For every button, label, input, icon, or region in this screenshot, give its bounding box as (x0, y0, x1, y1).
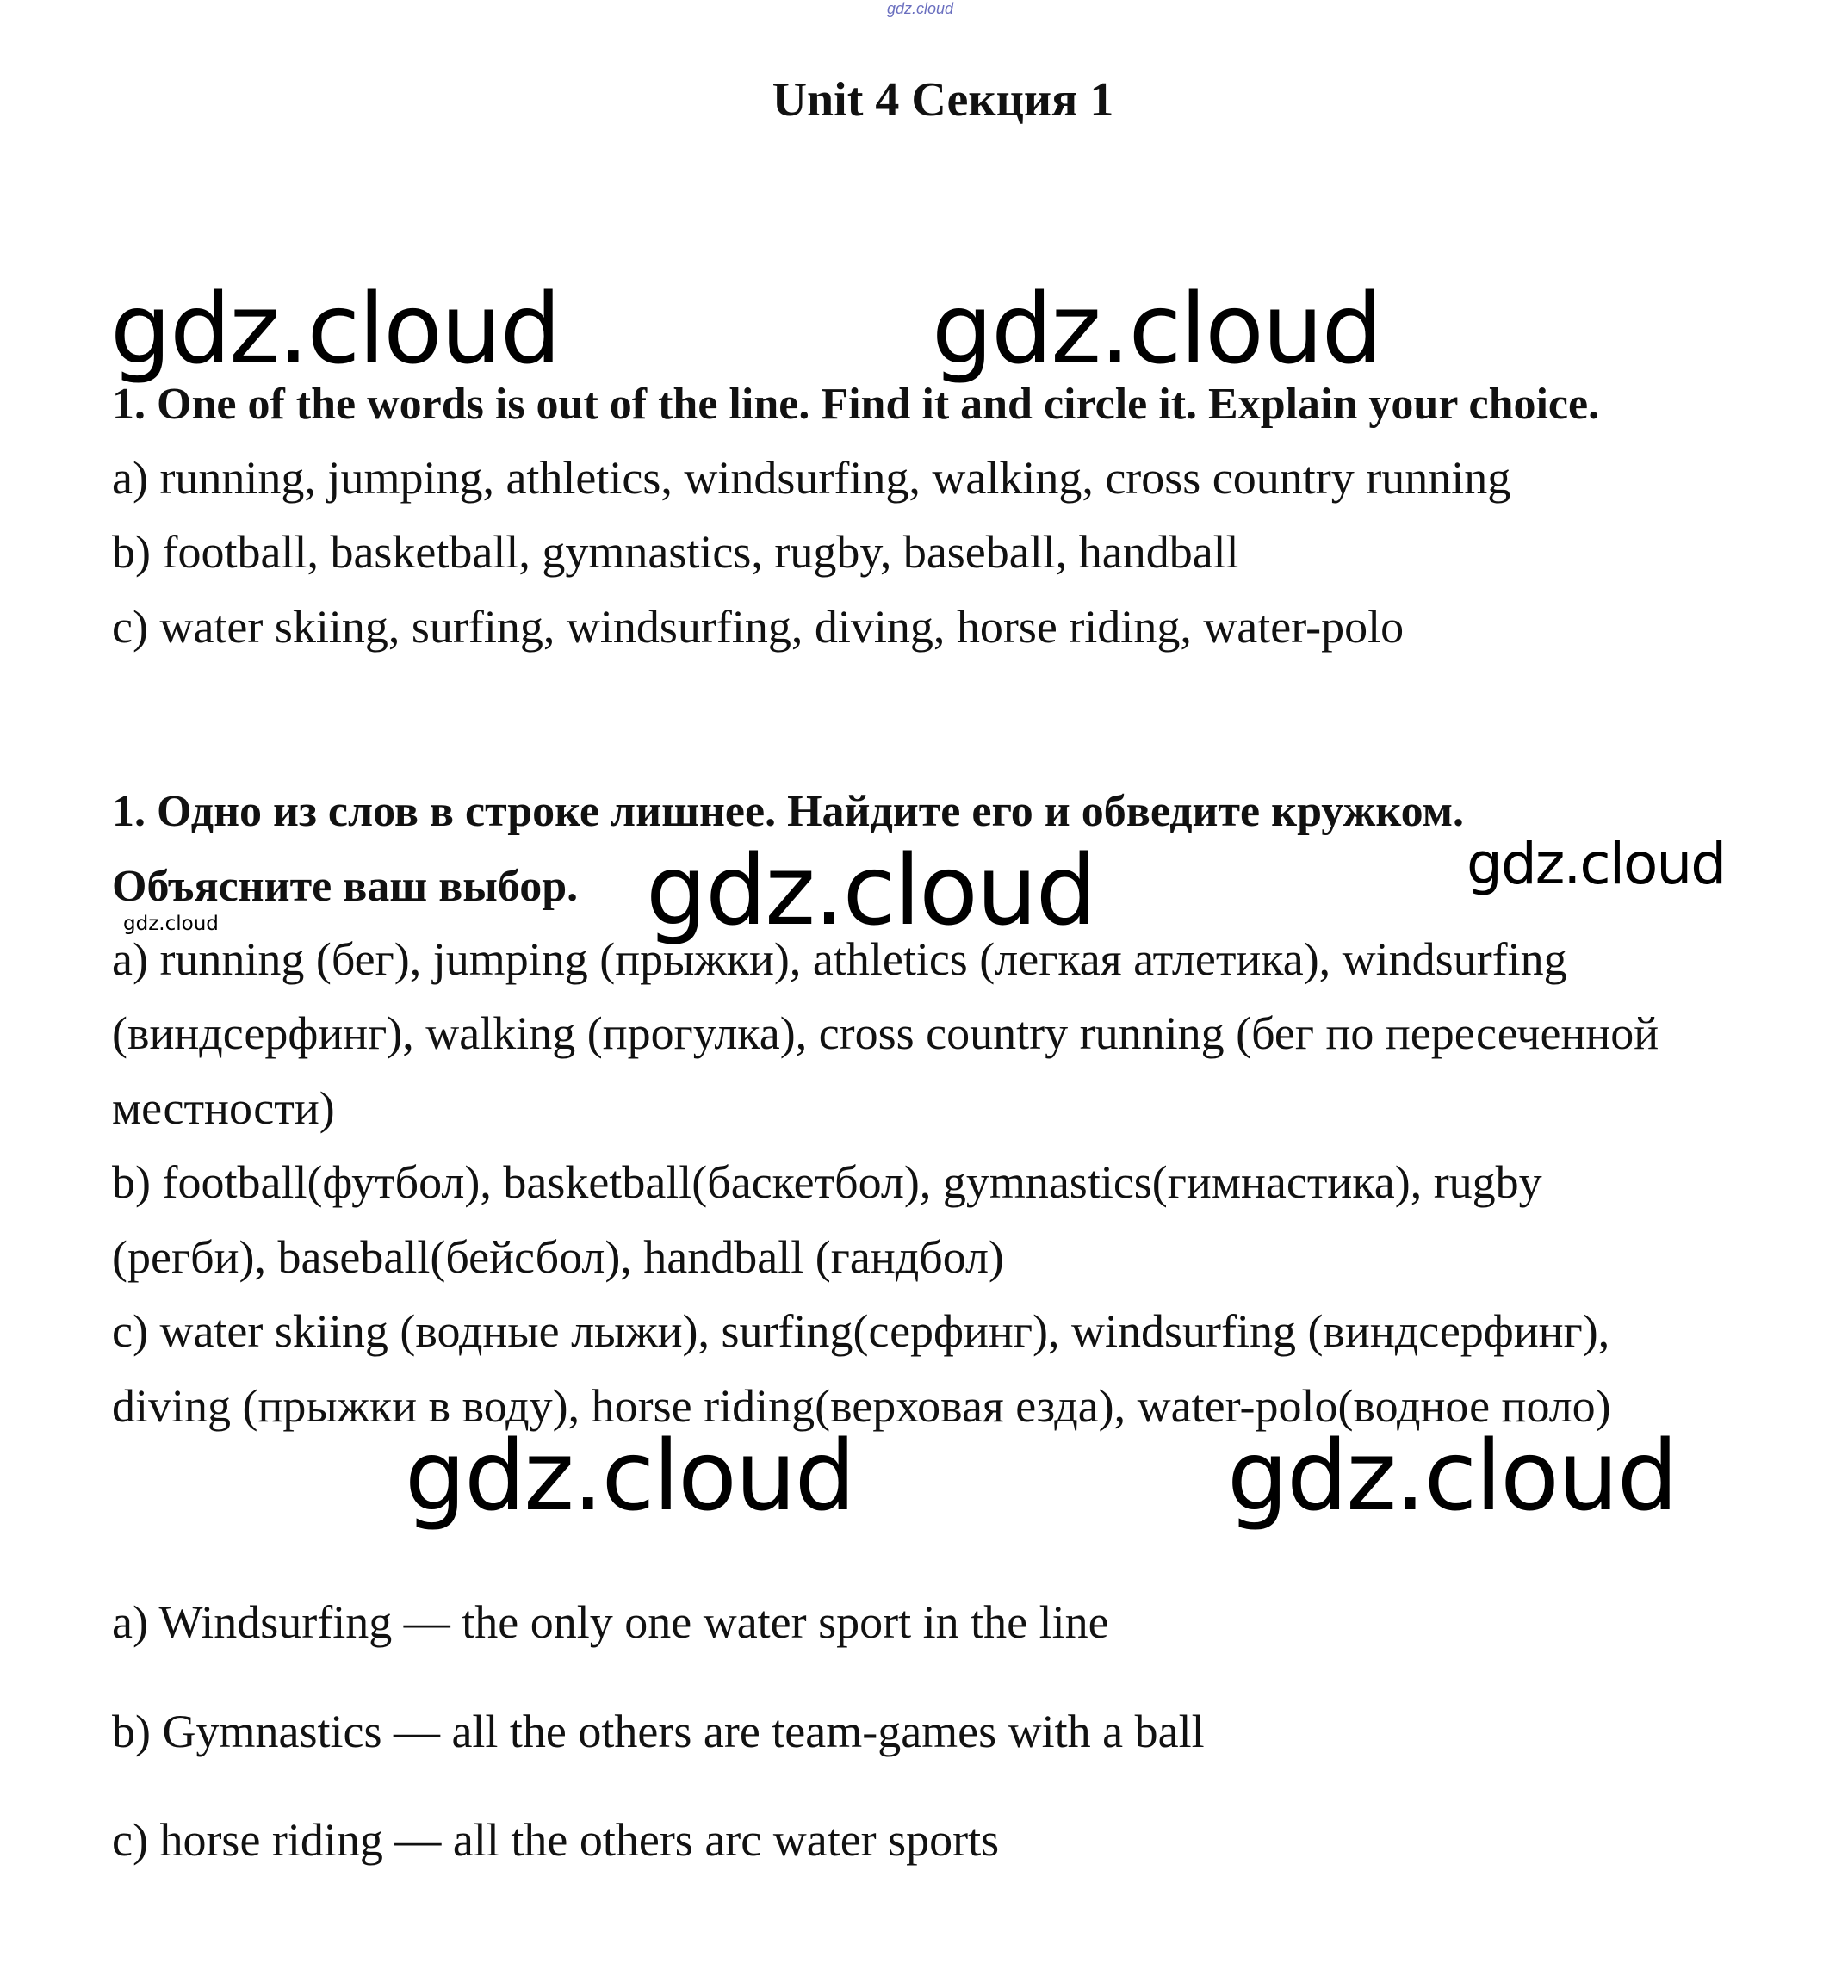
russian-line: b) football(футбол), basketball(баскетбол), gymnastics(гимнастика), rugby (112, 1156, 1542, 1208)
answer-b: b) Gymnastics — all the others are team-games with a ball (112, 1706, 1205, 1757)
watermark: gdz.cloud (405, 1421, 854, 1533)
english-item-a: a) running, jumping, athletics, windsurfing, walking, cross country running (112, 452, 1511, 504)
watermark-small: gdz.cloud (123, 913, 219, 935)
english-task-heading: 1. One of the words is out of the line. Find it and circle it. Explain your choice. (112, 380, 1600, 429)
top-watermark: gdz.cloud (887, 0, 954, 17)
english-item-c: c) water skiing, surfing, windsurfing, diving, horse riding, water-polo (112, 601, 1405, 653)
russian-line: местности) (112, 1082, 335, 1134)
russian-line: diving (прыжки в воду), horse riding(верховая езда), water-polo(водное поло) (112, 1380, 1611, 1432)
answer-a: a) Windsurfing — the only one water sport in the line (112, 1596, 1109, 1648)
russian-line: c) water skiing (водные лыжи), surfing(серфинг), windsurfing (виндсерфинг), (112, 1305, 1610, 1357)
watermark: gdz.cloud (646, 835, 1095, 947)
watermark: gdz.cloud (110, 274, 560, 386)
watermark: gdz.cloud (1467, 831, 1726, 897)
page-title: Unit 4 Секция 1 (772, 73, 1114, 127)
russian-task-heading-line2: Объясните ваш выбор. (112, 862, 579, 911)
russian-line: a) running (бег), jumping (прыжки), athletics (легкая атлетика), windsurfing (112, 933, 1567, 985)
watermark: gdz.cloud (1227, 1421, 1677, 1533)
answer-c: c) horse riding — all the others arc water sports (112, 1814, 1000, 1866)
russian-task-heading-line1: 1. Одно из слов в строке лишнее. Найдите его и обведите кружком. (112, 787, 1465, 836)
watermark: gdz.cloud (932, 274, 1381, 386)
english-item-b: b) football, basketball, gymnastics, rugby, baseball, handball (112, 526, 1239, 578)
russian-line: (регби), baseball(бейсбол), handball (гандбол) (112, 1231, 1004, 1283)
russian-line: (виндсерфинг), walking (прогулка), cross country running (бег по пересеченной (112, 1007, 1659, 1059)
